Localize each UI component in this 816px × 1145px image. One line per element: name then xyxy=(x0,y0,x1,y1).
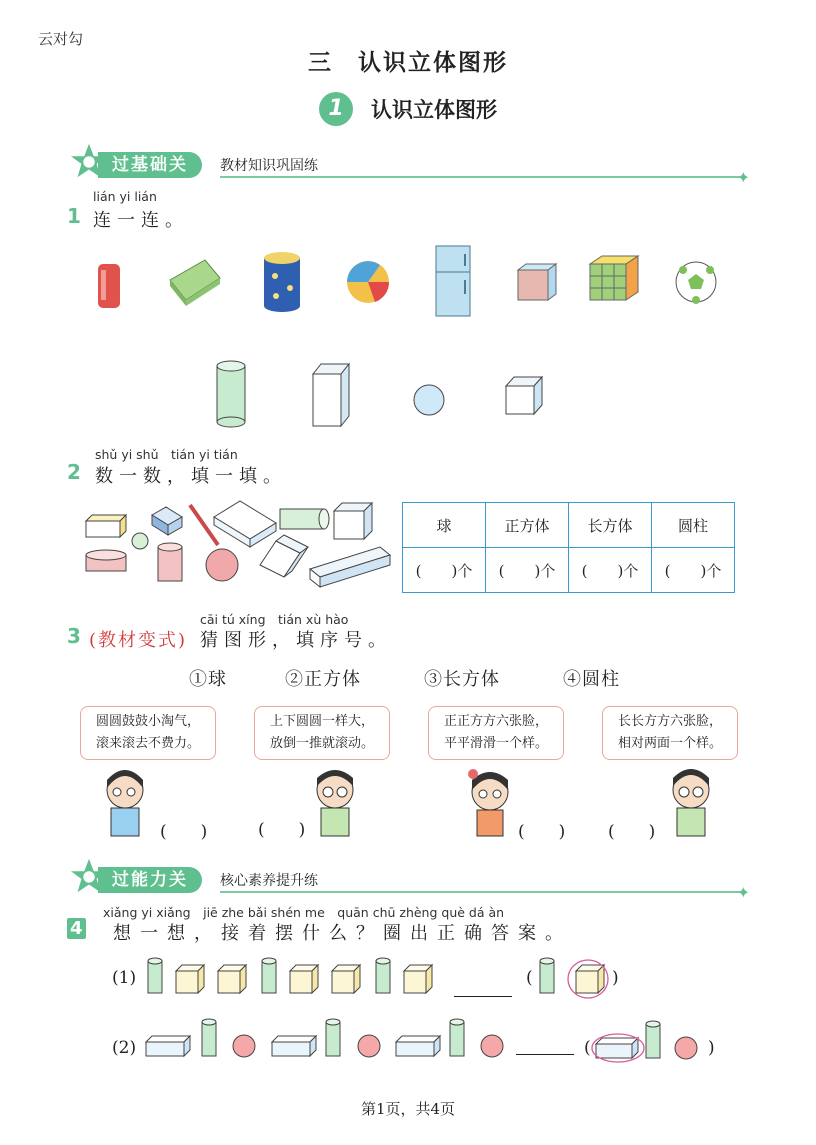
cuboid-slanted-shape xyxy=(310,547,390,587)
cylinder-shape xyxy=(202,1019,216,1056)
q3-number: 3 xyxy=(67,624,81,648)
speech-bubble: 长长方方六张脸， 相对两面一个样。 xyxy=(602,706,738,760)
row-label: (2) xyxy=(112,1038,137,1058)
star-end-icon: ✦ xyxy=(736,168,750,187)
sphere-pink-shape xyxy=(206,549,238,581)
q2-answer-table xyxy=(402,502,735,593)
q2-text: 数一数，填一填。 xyxy=(95,466,287,487)
page-number: 第1页，共4页 xyxy=(360,1100,456,1118)
q1-objects xyxy=(80,240,740,320)
soap-box-icon xyxy=(170,260,220,306)
answer-blank[interactable]: ( ) xyxy=(160,822,208,842)
cube-choice[interactable] xyxy=(576,965,604,993)
cube-shape xyxy=(506,377,542,414)
rubiks-cube-icon xyxy=(590,256,638,300)
cube-blue-shape xyxy=(152,507,182,535)
q4-text: 想一想，接着摆什么？圈出正确答案。 xyxy=(113,923,572,944)
cylinder-lying-shape xyxy=(280,509,329,529)
q1-shapes xyxy=(200,356,560,432)
close-paren: ) xyxy=(708,1038,715,1058)
cube-tilted-shape xyxy=(260,535,308,577)
lesson-heading xyxy=(0,92,816,126)
section-advanced-subtitle: 核心素养提升练 xyxy=(220,873,318,889)
table-header: 长方体 xyxy=(569,503,652,548)
q4-pinyin: xiǎng yi xiǎng jiē zhe bǎi shén me quān chū zhèng què dá àn xyxy=(103,905,505,920)
fridge-icon xyxy=(436,246,470,316)
cylinder-shape xyxy=(376,958,390,993)
chapter-title: 三 认识立体图形 xyxy=(308,50,508,76)
cylinder-tall-shape xyxy=(158,543,182,581)
cylinder-shape xyxy=(326,1019,340,1056)
cube-shape xyxy=(404,965,432,993)
open-paren: ( xyxy=(526,968,533,988)
cube-plain-shape xyxy=(334,503,372,539)
q4-row2-choices xyxy=(590,1016,706,1064)
cylinder-shape xyxy=(148,958,162,993)
q4-row2-sequence xyxy=(140,1016,512,1060)
open-paren: ( xyxy=(584,1038,591,1058)
cylinder-choice[interactable] xyxy=(540,958,554,993)
speech-bubble: 上下圆圆一样大， 放倒一推就滚动。 xyxy=(254,706,390,760)
cylinder-shape xyxy=(450,1019,464,1056)
sphere-shape xyxy=(481,1035,503,1057)
cuboid-shape xyxy=(396,1036,440,1056)
q2-shape-pile xyxy=(80,495,400,595)
cube-box-icon xyxy=(518,264,556,300)
section-basic-subtitle: 教材知识巩固练 xyxy=(220,158,318,174)
answer-blank[interactable]: ( ) xyxy=(608,822,656,842)
cube-shape xyxy=(290,965,318,993)
sphere-green-shape xyxy=(132,533,148,549)
star-end-icon: ✦ xyxy=(736,883,750,902)
q4-row1-choices xyxy=(534,953,614,999)
cube-shape xyxy=(176,965,204,993)
section-advanced xyxy=(70,863,750,902)
lesson-number-badge: 1 xyxy=(319,92,353,126)
cube-shape xyxy=(218,965,246,993)
table-header: 圆柱 xyxy=(652,503,735,548)
beach-ball-icon xyxy=(347,261,389,303)
girl-avatar xyxy=(107,770,143,836)
girl-ponytail-avatar xyxy=(468,769,508,836)
q3-text: 猜图形，填序号。 xyxy=(200,630,392,651)
section-basic-tab: 过基础关 xyxy=(98,152,202,178)
tin-icon xyxy=(264,252,300,312)
cylinder-pink-shape xyxy=(86,550,126,571)
cuboid-shape xyxy=(313,364,349,426)
sphere-choice[interactable] xyxy=(675,1037,697,1059)
section-basic xyxy=(70,148,750,187)
boy-avatar xyxy=(673,769,709,836)
answer-cell[interactable]: ( )个 xyxy=(652,548,735,593)
option-cuboid: ③长方体 xyxy=(424,669,500,690)
answer-cell[interactable]: ( )个 xyxy=(486,548,569,593)
can-icon xyxy=(98,264,120,308)
divider xyxy=(220,176,740,178)
cuboid-shape xyxy=(272,1036,316,1056)
q1-pinyin: lián yi lián xyxy=(93,189,157,204)
q3-pinyin: cāi tú xíng tián xù hào xyxy=(200,612,349,627)
option-sphere: ①球 xyxy=(189,669,227,690)
lesson-title: 认识立体图形 xyxy=(371,98,497,122)
q4-row1-sequence xyxy=(140,955,440,997)
answer-blank[interactable]: ( ) xyxy=(258,820,306,840)
cylinder-shape xyxy=(262,958,276,993)
cylinder-choice[interactable] xyxy=(646,1021,660,1058)
q2-number: 2 xyxy=(67,460,81,484)
sphere-shape xyxy=(233,1035,255,1057)
cube-shape xyxy=(332,965,360,993)
speech-bubble: 圆圆鼓鼓小淘气， 滚来滚去不费力。 xyxy=(80,706,216,760)
q1-text: 连一连。 xyxy=(93,210,189,231)
answer-line[interactable] xyxy=(516,1053,574,1055)
close-paren: ) xyxy=(612,968,619,988)
option-cylinder: ④圆柱 xyxy=(563,669,620,690)
q2-pinyin: shǔ yi shǔ tián yi tián xyxy=(95,447,238,462)
cuboid-shape xyxy=(146,1036,190,1056)
soccer-ball-icon xyxy=(676,262,716,304)
option-cube: ②正方体 xyxy=(285,669,361,690)
cuboid-choice[interactable] xyxy=(596,1038,638,1058)
speech-bubble: 正正方方六张脸， 平平滑滑一个样。 xyxy=(428,706,564,760)
table-header: 正方体 xyxy=(486,503,569,548)
q1-number: 1 xyxy=(67,204,81,228)
answer-cell[interactable]: ( )个 xyxy=(403,548,486,593)
sphere-shape xyxy=(358,1035,380,1057)
sphere-shape xyxy=(414,385,444,415)
q4-number: 4 xyxy=(67,918,86,939)
answer-cell[interactable]: ( )个 xyxy=(569,548,652,593)
cylinder-shape xyxy=(217,361,245,427)
q3-tag: (教材变式) xyxy=(89,630,188,651)
answer-blank[interactable]: ( ) xyxy=(518,822,566,842)
row-label: (1) xyxy=(112,968,137,988)
answer-line[interactable] xyxy=(454,995,512,997)
cuboid-yellow-shape xyxy=(86,515,126,537)
divider xyxy=(220,891,740,893)
cuboid-long-shape xyxy=(214,501,276,547)
section-advanced-tab: 过能力关 xyxy=(98,867,202,893)
table-header: 球 xyxy=(403,503,486,548)
watermark: 云对勾 xyxy=(38,30,84,48)
boy-glasses-avatar xyxy=(317,770,353,836)
